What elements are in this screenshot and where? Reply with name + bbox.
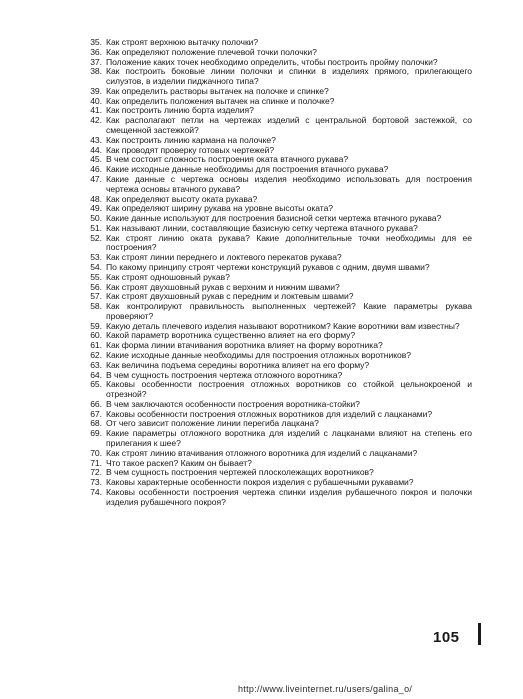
question-number: 47. bbox=[90, 173, 102, 184]
question-text: Как располагают петли на чертежах изделий с центральной бортовой застежкой, со смещенной застежкой? bbox=[106, 115, 472, 136]
question-text: В чем состоит сложность построения оката втачного рукава? bbox=[106, 154, 349, 165]
question-list bbox=[80, 38, 472, 508]
question-number: 73. bbox=[90, 477, 102, 488]
question-text: Какие параметры отложного воротника для изделий с лацканами влияют на степень его прилегания к шее? bbox=[106, 428, 472, 449]
question-number: 41. bbox=[90, 105, 102, 116]
question-number: 72. bbox=[90, 467, 102, 478]
question-text: Как определить растворы вытачек на полочке и спинке? bbox=[106, 85, 329, 96]
question-text: В чем сущность построения чертежей плосколежащих воротников? bbox=[106, 467, 374, 478]
question-number: 40. bbox=[90, 95, 102, 106]
question-text: Как строят одношовный рукав? bbox=[106, 271, 230, 282]
question-text: Каковы характерные особенности покроя изделия с рубашечными рукавами? bbox=[106, 477, 414, 488]
question-number: 62. bbox=[90, 350, 102, 360]
question-text: Как строят верхнюю вытачку полочки? bbox=[106, 37, 259, 47]
question-number: 44. bbox=[90, 144, 102, 155]
question-item bbox=[80, 380, 472, 400]
question-text: По какому принципу строят чертежи конструкций рукавов с одним, двумя швами? bbox=[106, 261, 430, 272]
question-item bbox=[80, 234, 472, 254]
question-number: 38. bbox=[90, 66, 102, 77]
question-number: 57. bbox=[90, 291, 102, 302]
question-text: Положение каких точек необходимо определить, чтобы построить пройму полочки? bbox=[106, 56, 438, 67]
question-text: Какие исходные данные необходимы для построения втачного рукава? bbox=[106, 164, 389, 175]
question-text: Какой параметр воротника существенно влияет на его форму? bbox=[106, 330, 356, 341]
question-number: 64. bbox=[90, 369, 102, 380]
question-text: Как форма линии втачивания воротника влияет на форму воротника? bbox=[106, 340, 383, 351]
question-text: Как строят линию оката рукава? Какие дополнительные точки необходимы для ее построения? bbox=[106, 232, 472, 253]
question-number: 60. bbox=[90, 330, 102, 341]
question-text: В чем сущность построения чертежа отложного воротника? bbox=[106, 369, 343, 380]
question-number: 69. bbox=[90, 428, 102, 439]
question-text: В чем заключаются особенности построения воротника-стойки? bbox=[106, 398, 360, 409]
question-number: 53. bbox=[90, 252, 102, 263]
question-item bbox=[80, 175, 472, 195]
page-number-rule bbox=[478, 623, 481, 645]
question-text: Как строят линии переднего и локтевого перекатов рукава? bbox=[106, 252, 342, 263]
question-number: 68. bbox=[90, 418, 102, 429]
question-text: Как величина подъема середины воротника влияет на его форму? bbox=[106, 359, 370, 370]
question-number: 43. bbox=[90, 134, 102, 145]
question-number: 39. bbox=[90, 85, 102, 96]
question-number: 52. bbox=[90, 232, 102, 243]
question-number: 74. bbox=[90, 486, 102, 497]
question-number: 71. bbox=[90, 457, 102, 468]
question-item bbox=[80, 488, 472, 508]
question-text: Каковы особенности построения чертежа спинки изделия рубашечного покроя и полочки изделия рубашечного покроя? bbox=[106, 486, 472, 507]
question-number: 59. bbox=[90, 320, 102, 331]
watermark-url: http://www.liveinternet.ru/users/galina_o/ bbox=[238, 684, 413, 694]
question-number: 48. bbox=[90, 193, 102, 204]
question-text: Как строят двухшовный рукав с верхним и нижним швами? bbox=[106, 281, 340, 292]
question-text: Какие исходные данные необходимы для построения отложных воротников? bbox=[106, 350, 411, 360]
question-number: 61. bbox=[90, 340, 102, 351]
question-text: Как проводят проверку готовых чертежей? bbox=[106, 144, 275, 155]
question-item bbox=[80, 429, 472, 449]
question-text: Как называют линии, составляющие базисную сетку чертежа втачного рукава? bbox=[106, 222, 418, 233]
question-text: Как построить линию борта изделия? bbox=[106, 105, 254, 116]
question-number: 67. bbox=[90, 408, 102, 419]
question-text: Какие данные используют для построения базисной сетки чертежа втачного рукава? bbox=[106, 213, 442, 224]
question-text: Каковы особенности построения отложных воротников со стойкой цельнокроеной и отрезной? bbox=[106, 379, 472, 400]
question-number: 65. bbox=[90, 379, 102, 390]
question-text: Каковы особенности построения отложных воротников для изделий с лацканами? bbox=[106, 408, 433, 419]
question-text: Как построить линию кармана на полочке? bbox=[106, 134, 276, 145]
question-number: 56. bbox=[90, 281, 102, 292]
question-text: Как контролируют правильность выполненных чертежей? Какие параметры рукава проверяют? bbox=[106, 301, 472, 321]
question-text: Как определить положения вытачек на спинке и полочке? bbox=[106, 95, 335, 106]
question-number: 66. bbox=[90, 398, 102, 409]
question-number: 49. bbox=[90, 203, 102, 214]
question-number: 51. bbox=[90, 222, 102, 233]
question-number: 70. bbox=[90, 447, 102, 458]
question-number: 45. bbox=[90, 154, 102, 165]
question-text: Какие данные с чертежа основы изделия необходимо использовать для построения чертежа основы втачного рукава? bbox=[106, 173, 472, 194]
question-item bbox=[80, 302, 472, 322]
question-number: 46. bbox=[90, 164, 102, 175]
question-text: Как построить боковые линии полочки и спинки в изделиях прямого, прилегающего силуэтов, в изделии пиджачного типа? bbox=[106, 66, 472, 87]
question-text: Как определяют положение плечевой точки полочки? bbox=[106, 46, 317, 57]
question-number: 55. bbox=[90, 271, 102, 282]
question-text: Как строят линию втачивания отложного воротника для изделий с лацканами? bbox=[106, 447, 418, 458]
question-number: 50. bbox=[90, 213, 102, 224]
question-item bbox=[80, 116, 472, 136]
question-text: Как определяют ширину рукава на уровне высоты оката? bbox=[106, 203, 334, 214]
question-text: От чего зависит положение линии перегиба лацкана? bbox=[106, 418, 319, 429]
question-text: Какую деталь плечевого изделия называют воротником? Какие воротники вам известны? bbox=[106, 320, 460, 331]
question-number: 54. bbox=[90, 261, 102, 272]
question-number: 36. bbox=[90, 46, 102, 57]
question-number: 35. bbox=[90, 37, 102, 47]
question-number: 37. bbox=[90, 56, 102, 67]
question-text: Как определяют высоту оката рукава? bbox=[106, 193, 258, 204]
question-text: Что такое раскеп? Каким он бывает? bbox=[106, 457, 252, 468]
page-number: 105 bbox=[433, 629, 460, 646]
question-item bbox=[80, 67, 472, 87]
question-number: 63. bbox=[90, 359, 102, 370]
question-number: 58. bbox=[90, 301, 102, 312]
question-number: 42. bbox=[90, 115, 102, 126]
question-text: Как строят двухшовный рукав с передним и локтевым швами? bbox=[106, 291, 354, 302]
